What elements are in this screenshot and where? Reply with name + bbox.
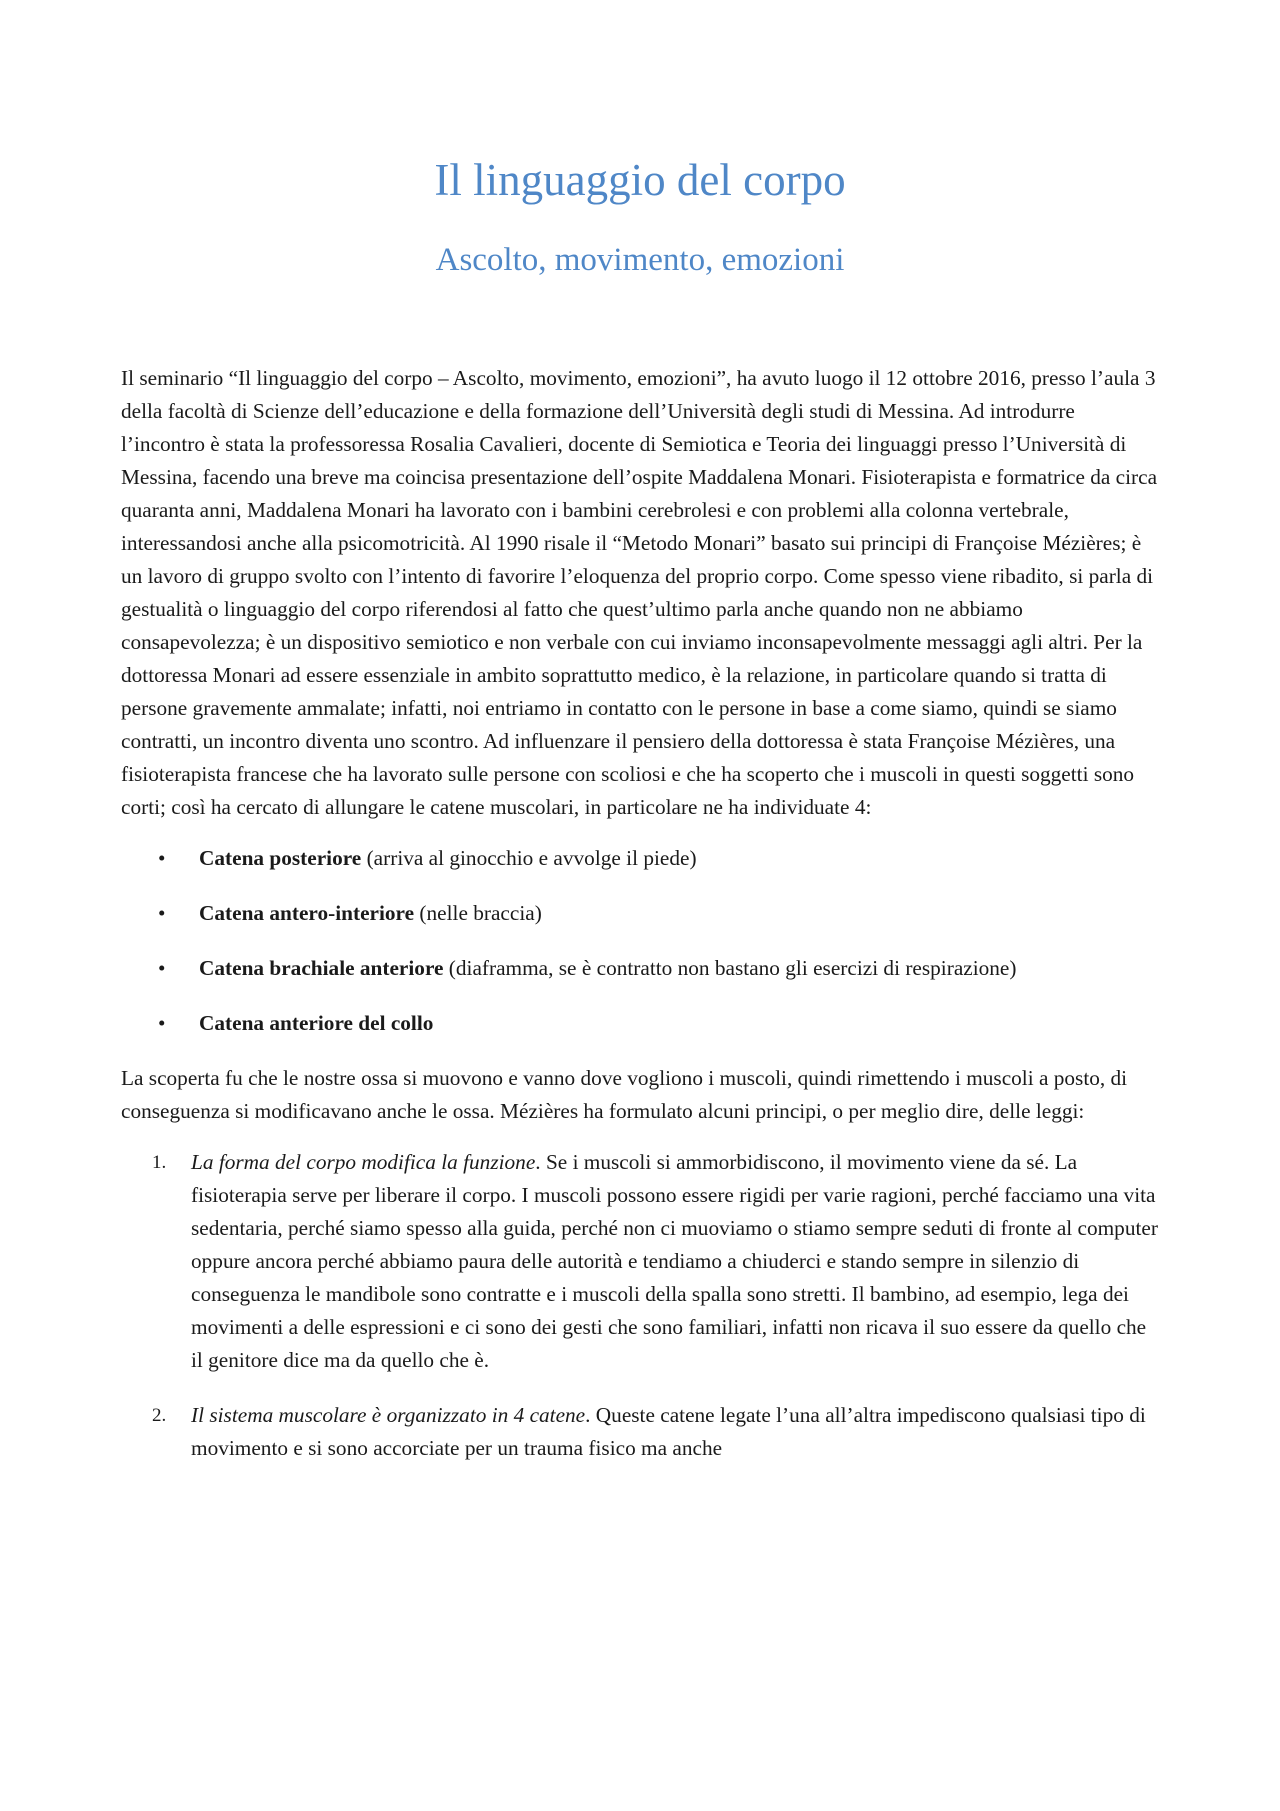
list-item	[121, 897, 1161, 930]
muscle-chains-list	[121, 842, 1161, 1040]
document-subtitle: Ascolto, movimento, emozioni	[435, 242, 845, 278]
list-item	[121, 842, 1161, 875]
chain-name: Catena brachiale anteriore	[199, 956, 444, 980]
document-title: Il linguaggio del corpo	[434, 155, 846, 205]
chain-name: Catena anteriore del collo	[199, 1011, 434, 1035]
list-item	[121, 1399, 1161, 1465]
chain-name: Catena posteriore	[199, 846, 362, 870]
chain-description: (nelle braccia)	[414, 901, 542, 925]
law-text: . Se i muscoli si ammorbidiscono, il movimento viene da sé. La fisioterapia serve per liberare il corpo. I muscoli possono essere rigidi per varie ragioni, perché facciamo una vita sedentaria, perché siamo spesso alla guida, perché non ci muoviamo o stiamo sempre seduti di fronte al computer oppure ancora perché abbiamo paura delle autorità e tendiamo a chiuderci e stando sempre in silenzio di conseguenza le mandibole sono contratte e i muscoli della spalla sono stretti. Il bambino, ad esempio, lega dei movimenti a delle espressioni e ci sono dei gesti che sono familiari, infatti non ricava il suo essere da quello che il genitore dice ma da quello che è.	[191, 1150, 1158, 1372]
laws-list	[121, 1146, 1161, 1465]
list-item	[121, 1007, 1161, 1040]
chain-description: (diaframma, se è contratto non bastano gli esercizi di respirazione)	[443, 956, 1017, 980]
bullet-icon: •	[158, 901, 166, 925]
law-text: . Queste catene legate l’una all’altra impediscono qualsiasi tipo di movimento e si sono accorciate per un trauma fisico ma anche	[191, 1403, 1146, 1460]
list-number: 1.	[152, 1152, 167, 1173]
list-item	[121, 1146, 1161, 1377]
chain-description: (arriva al ginocchio e avvolge il piede)	[361, 846, 697, 870]
bullet-icon: •	[158, 846, 166, 870]
document-body	[121, 362, 1161, 1487]
law-title: Il sistema muscolare è organizzato in 4 catene	[191, 1403, 586, 1427]
list-number: 2.	[152, 1405, 167, 1426]
bullet-icon: •	[158, 1011, 166, 1035]
intro-paragraph: Il seminario “Il linguaggio del corpo – Ascolto, movimento, emozioni”, ha avuto luogo il 12 ottobre 2016, presso l’aula 3 della facoltà di Scienze dell’educazione e della formazione dell’Università degli studi di Messina. Ad introdurre l’incontro è stata la professoressa Rosalia Cavalieri, docente di Semiotica e Teoria dei linguaggi presso l’Università di Messina, facendo una breve ma coincisa presentazione dell’ospite Maddalena Monari. Fisioterapista e formatrice da circa quaranta anni, Maddalena Monari ha lavorato con i bambini cerebrolesi e con problemi alla colonna vertebrale, interessandosi anche alla psicomotricità. Al 1990 risale il “Metodo Monari” basato sui principi di Françoise Mézières; è un lavoro di gruppo svolto con l’intento di favorire l’eloquenza del proprio corpo. Come spesso viene ribadito, si parla di gestualità o linguaggio del corpo riferendosi al fatto che quest’ultimo parla anche quando non ne abbiamo consapevolezza; è un dispositivo semiotico e non verbale con cui inviamo inconsapevolmente messaggi agli altri. Per la dottoressa Monari ad essere essenziale in ambito soprattutto medico, è la relazione, in particolare quando si tratta di persone gravemente ammalate; infatti, noi entriamo in contatto con le persone in base a come siamo, quindi se siamo contratti, un incontro diventa uno scontro. Ad influenzare il pensiero della dottoressa è stata Françoise Mézières, una fisioterapista francese che ha lavorato sulle persone con scoliosi e che ha scoperto che i muscoli in questi soggetti sono corti; così ha cercato di allungare le catene muscolari, in particolare ne ha individuate 4:	[121, 366, 1158, 819]
law-title: La forma del corpo modifica la funzione	[191, 1150, 536, 1174]
list-item	[121, 952, 1161, 985]
chain-name: Catena antero-interiore	[199, 901, 415, 925]
laws-intro-paragraph: La scoperta fu che le nostre ossa si muovono e vanno dove vogliono i muscoli, quindi rimettendo i muscoli a posto, di conseguenza si modificavano anche le ossa. Mézières ha formulato alcuni principi, o per meglio dire, delle leggi:	[121, 1066, 1128, 1123]
bullet-icon: •	[158, 956, 166, 980]
